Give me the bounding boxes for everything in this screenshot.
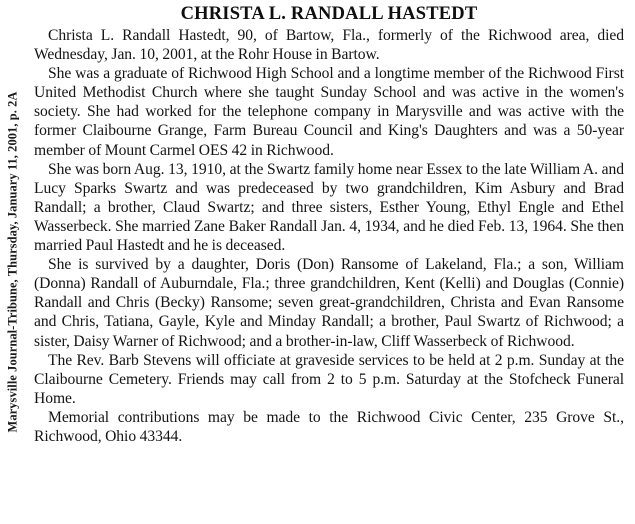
obituary-headline: CHRISTA L. RANDALL HASTEDT	[180, 4, 478, 24]
paragraph-biography: She was a graduate of Richwood High School and a longtime member of the Richwood First United Methodist Church where she taught Sunday School and was active in the women's society. She had worked for the telephone company in Marysville and was active with the former Claibourne Grange, Farm Bureau Council and King's Daughters and was a 50-year member of Mount Carmel OES 42 in Richwood.	[34, 65, 624, 159]
paragraph-memorial: Memorial contributions may be made to the Richwood Civic Center, 235 Grove St., Richwood, Ohio 43344.	[34, 408, 624, 445]
source-caption-text: Marysville Journal-Tribune, Thursday, January 11, 2001, p. 2A	[5, 91, 20, 433]
newspaper-source-caption	[0, 0, 26, 524]
paragraph-survivors: She is survived by a daughter, Doris (Don) Ransome of Lakeland, Fla.; a son, William (Donna) Randall of Auburndale, Fla.; three grandchildren, Kent (Kelli) and Douglas (Connie) Randall and Chris (Becky) Ransome; seven great-grandchildren, Christa and Evan Ransome and Chris, Tatiana, Gayle, Kyle and Minday Randall; a brother, Paul Swartz of Richwood; a sister, Daisy Warner of Richwood; and a brother-in-law, Cliff Wasserbeck of Richwood.	[34, 256, 624, 350]
paragraph-family-history: She was born Aug. 13, 1910, at the Swartz family home near Essex to the late William A. and Lucy Sparks Swartz and was predeceased by two grandchildren, Kim Asbury and Brad Randall; a brother, Claud Swartz; and three sisters, Esther Young, Ethyl Engle and Ethel Wasserbeck. She married Zane Baker Randall Jan. 4, 1934, and he died Feb. 13, 1964. She then married Paul Hastedt and he is deceased.	[34, 160, 624, 255]
paragraph-death-notice: Christa L. Randall Hastedt, 90, of Bartow, Fla., formerly of the Richwood area, died Wednesday, Jan. 10, 2001, at the Rohr House in Bartow.	[34, 27, 624, 64]
paragraph-services: The Rev. Barb Stevens will officiate at graveside services to be held at 2 p.m. Sunday at the Claibourne Cemetery. Friends may call from 2 to 5 p.m. Saturday at the Stofcheck Funeral Home.	[34, 351, 624, 407]
obituary-article	[34, 3, 624, 446]
